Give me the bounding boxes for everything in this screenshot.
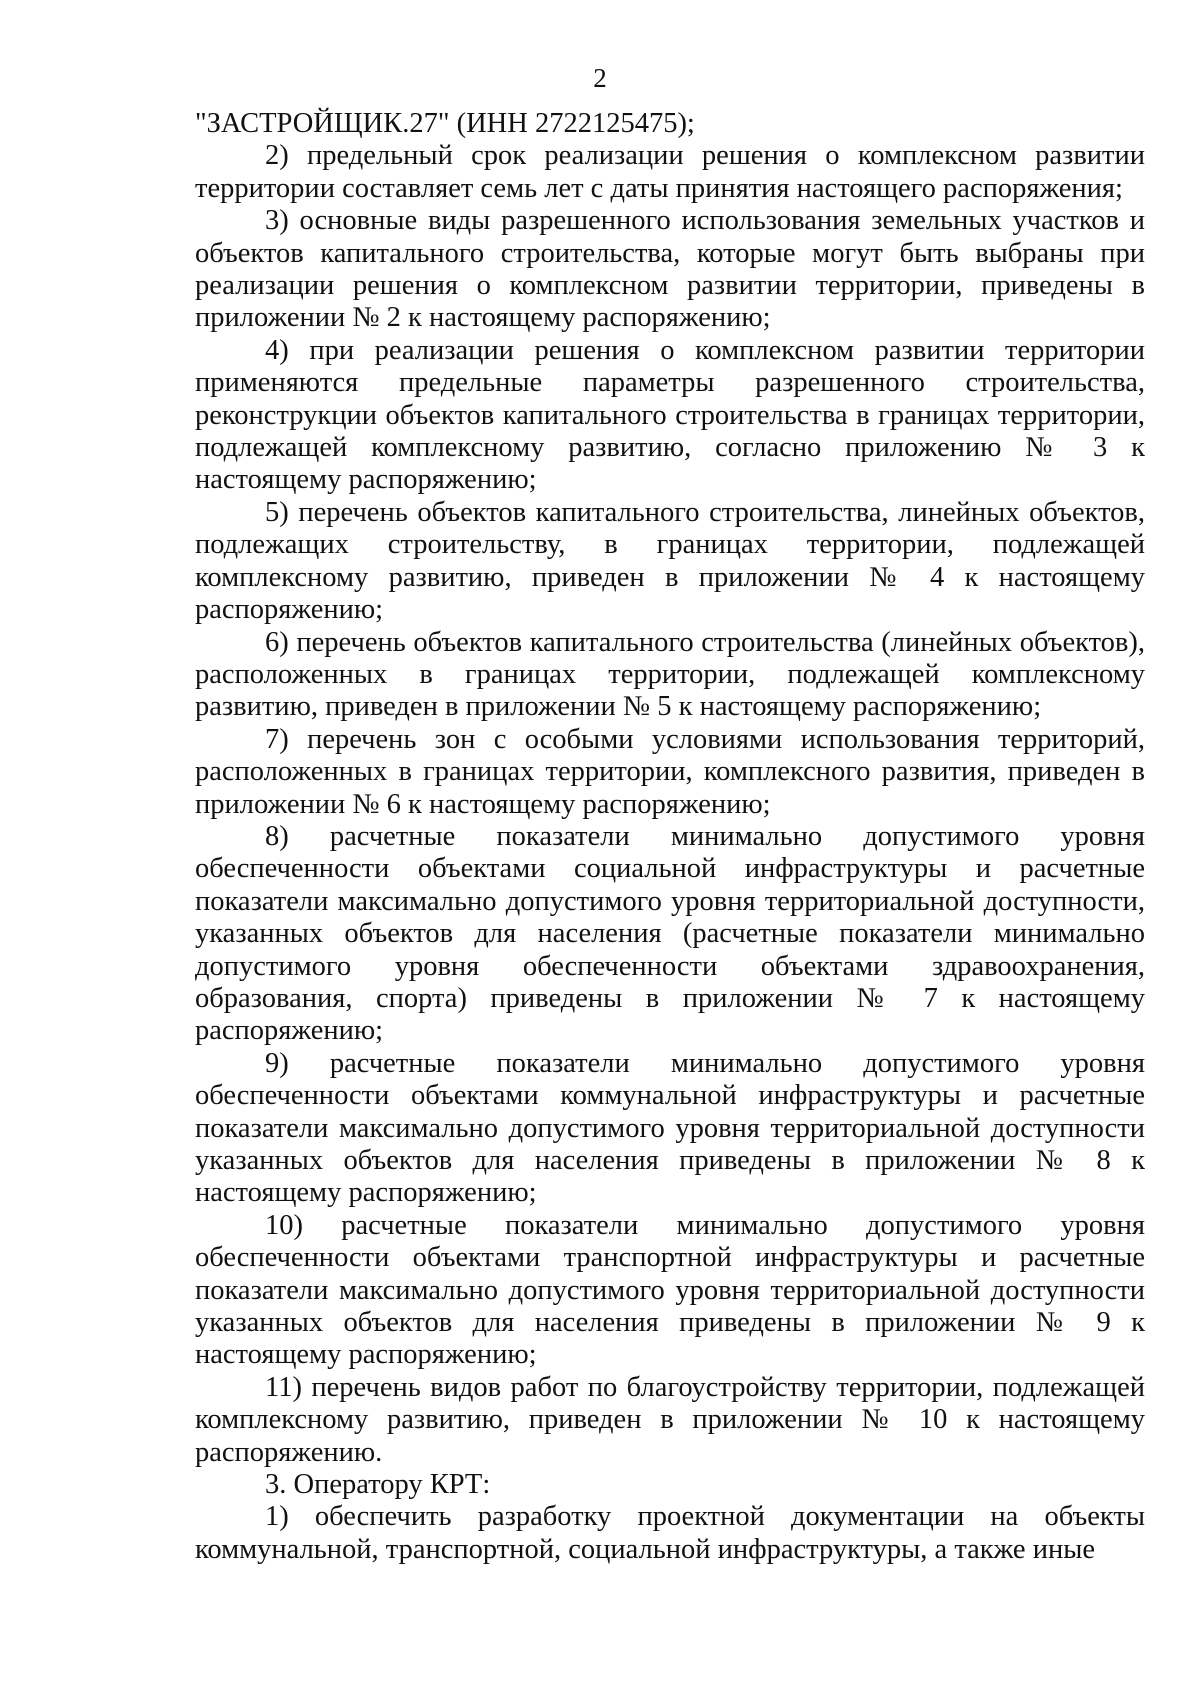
paragraph-item-6: 6) перечень объектов капитального строительства (линейных объектов), расположенных в границах территории, подлежащей комплексному развитию, приведен в приложении № 5 к настоящему распоряжению; (195, 626, 1145, 723)
paragraph-item-10: 10) расчетные показатели минимально допустимого уровня обеспеченности объектами транспортной инфраструктуры и расчетные показатели максимально допустимого уровня территориальной доступности указанных объектов для населения приведены в приложении № 9 к настоящему распоряжению; (195, 1209, 1145, 1371)
paragraph-item-5: 5) перечень объектов капитального строительства, линейных объектов, подлежащих строительству, в границах территории, подлежащей комплексному развитию, приведен в приложении № 4 к настоящему распоряжению; (195, 496, 1145, 626)
paragraph-item-9: 9) расчетные показатели минимально допустимого уровня обеспеченности объектами коммунальной инфраструктуры и расчетные показатели максимально допустимого уровня территориальной доступности указанных объектов для населения приведены в приложении № 8 к настоящему распоряжению; (195, 1047, 1145, 1209)
paragraph-operator-item-1: 1) обеспечить разработку проектной документации на объекты коммунальной, транспортной, социальной инфраструктуры, а также иные (195, 1501, 1145, 1565)
paragraph-item-7: 7) перечень зон с особыми условиями использования территорий, расположенных в границах территории, комплексного развития, приведен в приложении № 6 к настоящему распоряжению; (195, 723, 1145, 820)
document-body (195, 108, 1145, 1566)
paragraph-developer-inn: "ЗАСТРОЙЩИК.27" (ИНН 2722125475); (195, 108, 695, 139)
section-heading-operator: 3. Оператору КРТ: (265, 1469, 491, 1501)
page-number: 2 (593, 63, 607, 93)
paragraph-item-4: 4) при реализации решения о комплексном развитии территории применяются предельные параметры разрешенного строительства, реконструкции объектов капитального строительства в границах территории, подлежащей комплексному развитию, согласно приложению № 3 к настоящему распоряжению; (195, 334, 1145, 496)
paragraph-item-3: 3) основные виды разрешенного использования земельных участков и объектов капитального строительства, которые могут быть выбраны при реализации решения о комплексном развитии территории, приведены в приложении № 2 к настоящему распоряжению; (195, 205, 1145, 334)
paragraph-item-8: 8) расчетные показатели минимально допустимого уровня обеспеченности объектами социальной инфраструктуры и расчетные показатели максимально допустимого уровня территориальной доступности, указанных объектов для населения (расчетные показатели минимально допустимого уровня обеспеченности объектами здравоохранения, образования, спорта) приведены в приложении № 7 к настоящему распоряжению; (195, 820, 1145, 1047)
paragraph-item-11: 11) перечень видов работ по благоустройству территории, подлежащей комплексному развитию, приведен в приложении № 10 к настоящему распоряжению. (195, 1371, 1145, 1468)
paragraph-item-2: 2) предельный срок реализации решения о комплексном развитии территории составляет семь лет с даты принятия настоящего распоряжения; (195, 140, 1145, 204)
